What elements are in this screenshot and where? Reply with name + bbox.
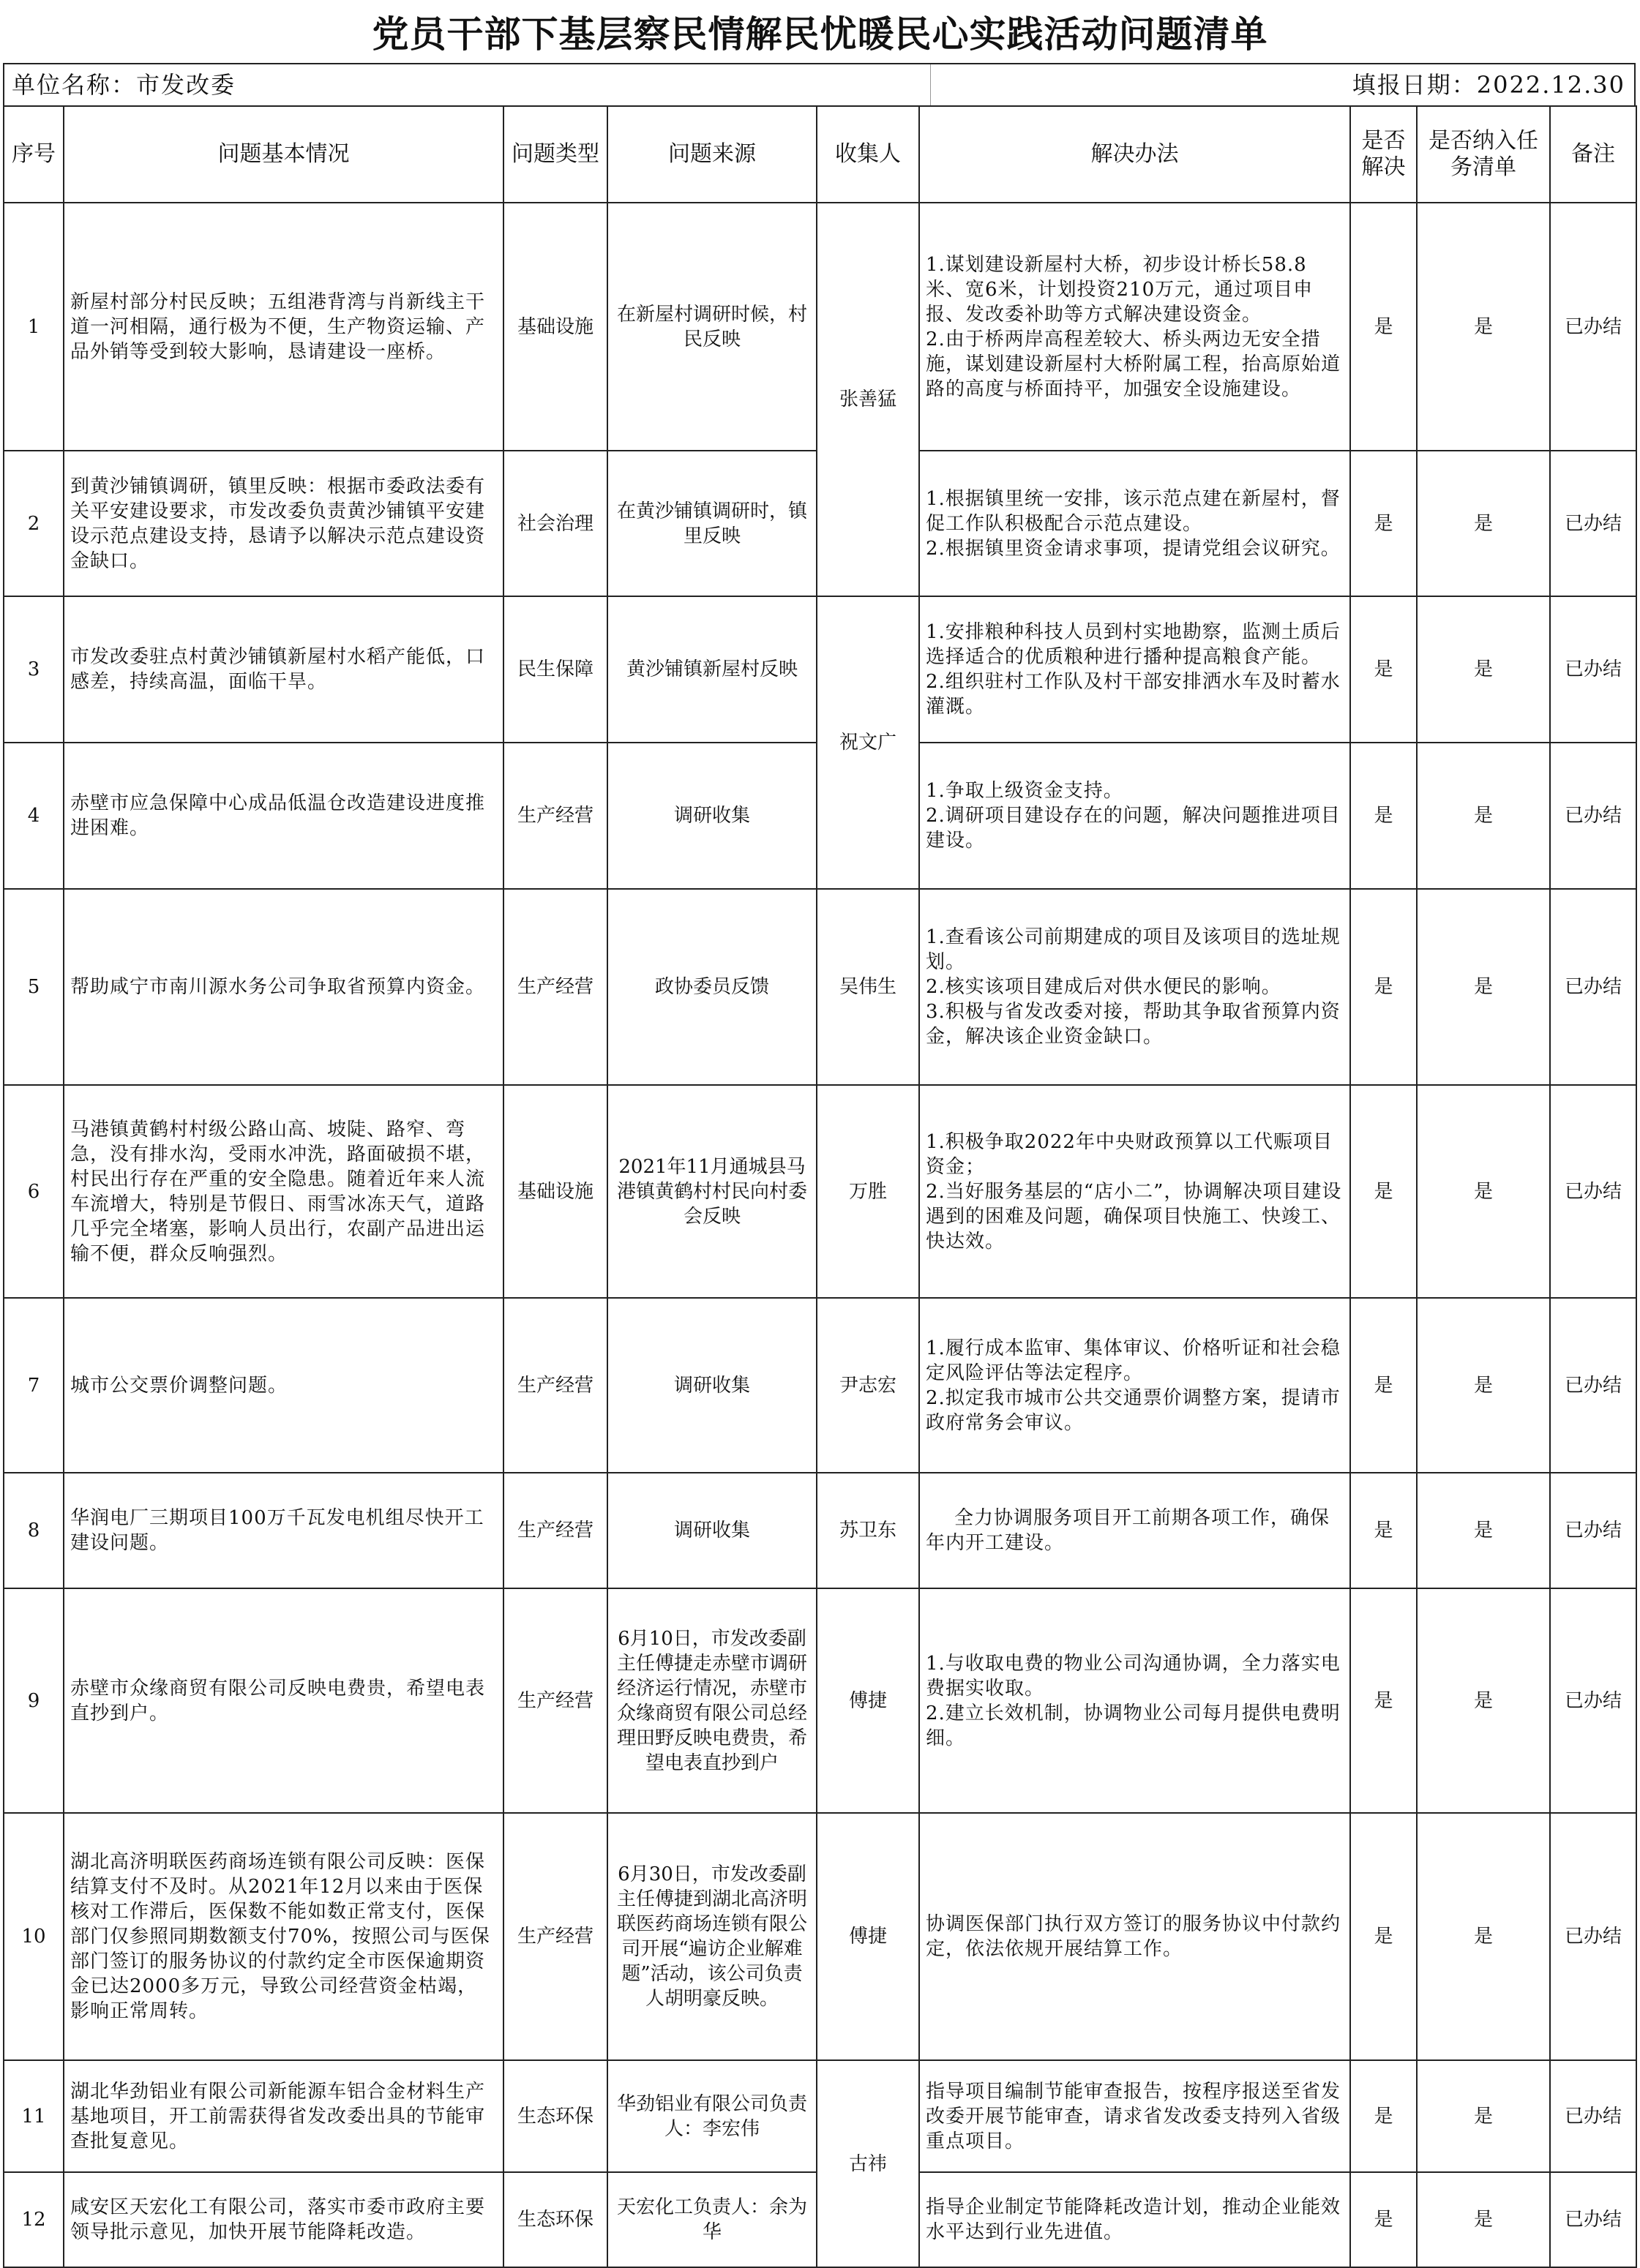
solution-line: 1.查看该公司前期建成的项目及该项目的选址规划。 [926,926,1341,973]
cell-basic: 赤壁市应急保障中心成品低温仓改造建设进度推进困难。 [64,743,503,889]
cell-collector: 傅捷 [817,1588,919,1813]
cell-collector: 张善猛 [817,203,919,596]
solution-line: 2.由于桥两岸高程差较大、桥头两边无安全措施，谋划建设新屋村大桥附属工程，抬高原始道路的高度与桥面持平，加强安全设施建设。 [926,328,1341,400]
cell-no: 11 [4,2060,64,2172]
cell-solution [919,1085,1350,1298]
cell-solution [919,451,1350,596]
cell-basic: 马港镇黄鹤村村级公路山高、坡陡、路窄、弯急，没有排水沟，受雨水冲洗，路面破损不堪，村民出行存在严重的安全隐患。随着近年来人流车流增大，特别是节假日、雨雪冰冻天气，道路几乎完全堵塞，影响人员出行，农副产品进出运输不便，群众反响强烈。 [64,1085,503,1298]
table-row [4,2060,1636,2172]
cell-resolved: 是 [1350,1085,1417,1298]
cell-in-list: 是 [1417,1298,1550,1473]
table-row [4,596,1636,743]
cell-basic: 湖北高济明联医药商场连锁有限公司反映：医保结算支付不及时。从2021年12月以来由于医保核对工作滞后，医保数不能如数正常支付，医保部门仅参照同期数额支付70%，按照公司与医保部门签订的服务协议的付款约定全市医保逾期资金已达2000多万元，导致公司经营资金枯竭，影响正常周转。 [64,1813,503,2060]
report-date: 填报日期：2022.12.30 [1352,71,1625,99]
cell-in-list: 是 [1417,1473,1550,1588]
cell-basic: 咸安区天宏化工有限公司，落实市委市政府主要领导批示意见，加快开展节能降耗改造。 [64,2172,503,2267]
cell-collector: 祝文广 [817,596,919,889]
cell-no: 5 [4,889,64,1085]
header-collector: 收集人 [817,106,919,203]
cell-resolved: 是 [1350,1473,1417,1588]
cell-no: 6 [4,1085,64,1298]
solution-line: 1.安排粮种科技人员到村实地勘察，监测土质后选择适合的优质粮种进行播种提高粮食产能。 [926,621,1341,668]
cell-resolved: 是 [1350,2060,1417,2172]
cell-remark: 已办结 [1550,451,1636,596]
solution-line: 3.积极与省发改委对接，帮助其争取省预算内资金，解决该企业资金缺口。 [926,1001,1341,1048]
header-no: 序号 [4,106,64,203]
cell-type: 生态环保 [503,2172,607,2267]
cell-type: 生产经营 [503,889,607,1085]
cell-no: 1 [4,203,64,451]
cell-resolved: 是 [1350,1588,1417,1813]
solution-line: 1.争取上级资金支持。 [926,780,1123,802]
cell-remark: 已办结 [1550,203,1636,451]
cell-remark: 已办结 [1550,1813,1636,2060]
cell-no: 8 [4,1473,64,1588]
cell-collector: 尹志宏 [817,1298,919,1473]
cell-in-list: 是 [1417,743,1550,889]
cell-collector: 古祎 [817,2060,919,2267]
header-solution: 解决办法 [919,106,1350,203]
cell-no: 10 [4,1813,64,2060]
header-resolved: 是否解决 [1350,106,1417,203]
cell-in-list: 是 [1417,1085,1550,1298]
cell-source: 调研收集 [607,1298,817,1473]
solution-line: 2.建立长效机制，协调物业公司每月提供电费明细。 [926,1702,1341,1749]
cell-resolved: 是 [1350,1813,1417,2060]
table-row [4,1298,1636,1473]
cell-basic: 新屋村部分村民反映；五组港背湾与肖新线主干道一河相隔，通行极为不便，生产物资运输、产品外销等受到较大影响，恳请建设一座桥。 [64,203,503,451]
cell-remark: 已办结 [1550,743,1636,889]
cell-source: 黄沙铺镇新屋村反映 [607,596,817,743]
table-row [4,203,1636,451]
cell-in-list: 是 [1417,1588,1550,1813]
cell-resolved: 是 [1350,596,1417,743]
cell-solution [919,1473,1350,1588]
cell-in-list: 是 [1417,1813,1550,2060]
cell-remark: 已办结 [1550,1473,1636,1588]
cell-type: 生产经营 [503,1473,607,1588]
unit-name: 单位名称：市发改委 [12,71,236,99]
cell-source: 在黄沙铺镇调研时，镇里反映 [607,451,817,596]
cell-remark: 已办结 [1550,596,1636,743]
cell-collector: 傅捷 [817,1813,919,2060]
meta-bar [3,63,1636,107]
cell-source: 6月10日，市发改委副主任傅捷走赤壁市调研经济运行情况，赤壁市众缘商贸有限公司总经理田野反映电费贵，希望电表直抄到户 [607,1588,817,1813]
cell-resolved: 是 [1350,203,1417,451]
cell-source: 天宏化工负责人：余为华 [607,2172,817,2267]
cell-source: 政协委员反馈 [607,889,817,1085]
table-row [4,1473,1636,1588]
cell-type: 生产经营 [503,1298,607,1473]
solution-line: 1.谋划建设新屋村大桥，初步设计桥长58.8米、宽6米，计划投资210万元，通过项目申报、发改委补助等方式解决建设资金。 [926,253,1314,326]
cell-basic: 城市公交票价调整问题。 [64,1298,503,1473]
page-title: 党员干部下基层察民情解民忧暖民心实践活动问题清单 [372,13,1268,56]
cell-source: 在新屋村调研时候，村民反映 [607,203,817,451]
cell-solution [919,1298,1350,1473]
table-row [4,1085,1636,1298]
solution-line: 全力协调服务项目开工前期各项工作，确保年内开工建设。 [926,1507,1330,1554]
cell-remark: 已办结 [1550,1085,1636,1298]
cell-solution [919,203,1350,451]
cell-type: 基础设施 [503,203,607,451]
cell-remark: 已办结 [1550,2172,1636,2267]
solution-line: 协调医保部门执行双方签订的服务协议中付款约定，依法依规开展结算工作。 [926,1913,1341,1960]
header-remark: 备注 [1550,106,1636,203]
cell-type: 生产经营 [503,743,607,889]
solution-line: 2.当好服务基层的“店小二”，协调解决项目建设遇到的困难及问题，确保项目快施工、快竣工、快达效。 [926,1180,1342,1253]
cell-remark: 已办结 [1550,1298,1636,1473]
cell-type: 社会治理 [503,451,607,596]
cell-no: 4 [4,743,64,889]
cell-resolved: 是 [1350,1298,1417,1473]
cell-in-list: 是 [1417,203,1550,451]
cell-collector: 吴伟生 [817,889,919,1085]
table-row [4,1813,1636,2060]
solution-line: 2.核实该项目建成后对供水便民的影响。 [926,976,1281,998]
cell-resolved: 是 [1350,743,1417,889]
cell-solution [919,743,1350,889]
solution-line: 2.调研项目建设存在的问题，解决问题推进项目建设。 [926,805,1341,852]
cell-source: 2021年11月通城县马港镇黄鹤村村民向村委会反映 [607,1085,817,1298]
cell-source: 华劲铝业有限公司负责人：李宏伟 [607,2060,817,2172]
cell-basic: 市发改委驻点村黄沙铺镇新屋村水稻产能低，口感差，持续高温，面临干旱。 [64,596,503,743]
cell-type: 生态环保 [503,2060,607,2172]
cell-basic: 到黄沙铺镇调研，镇里反映：根据市委政法委有关平安建设要求，市发改委负责黄沙铺镇平安建设示范点建设支持，恳请予以解决示范点建设资金缺口。 [64,451,503,596]
cell-solution [919,1588,1350,1813]
cell-remark: 已办结 [1550,889,1636,1085]
solution-line: 1.与收取电费的物业公司沟通协调，全力落实电费据实收取。 [926,1652,1341,1700]
cell-resolved: 是 [1350,889,1417,1085]
solution-line: 1.履行成本监审、集体审议、价格听证和社会稳定风险评估等法定程序。 [926,1337,1341,1384]
cell-in-list: 是 [1417,2172,1550,2267]
cell-basic: 帮助咸宁市南川源水务公司争取省预算内资金。 [64,889,503,1085]
solution-line: 指导项目编制节能审查报告，按程序报送至省发改委开展节能审查，请求省发改委支持列入省级重点项目。 [926,2080,1341,2152]
cell-solution [919,2060,1350,2172]
cell-remark: 已办结 [1550,1588,1636,1813]
table-row [4,889,1636,1085]
cell-solution [919,596,1350,743]
cell-no: 3 [4,596,64,743]
cell-solution [919,1813,1350,2060]
solution-line: 指导企业制定节能降耗改造计划，推动企业能效水平达到行业先进值。 [926,2196,1341,2243]
cell-basic: 湖北华劲铝业有限公司新能源车铝合金材料生产基地项目，开工前需获得省发改委出具的节能审查批复意见。 [64,2060,503,2172]
cell-in-list: 是 [1417,451,1550,596]
header-in-list: 是否纳入任务清单 [1417,106,1550,203]
cell-basic: 赤壁市众缘商贸有限公司反映电费贵，希望电表直抄到户。 [64,1588,503,1813]
cell-collector: 苏卫东 [817,1473,919,1588]
cell-type: 民生保障 [503,596,607,743]
solution-line: 1.积极争取2022年中央财政预算以工代赈项目资金； [926,1130,1333,1178]
cell-source: 调研收集 [607,743,817,889]
solution-line: 2.组织驻村工作队及村干部安排洒水车及时蓄水灌溉。 [926,671,1341,718]
cell-no: 9 [4,1588,64,1813]
cell-source: 6月30日，市发改委副主任傅捷到湖北高济明联医药商场连锁有限公司开展“遍访企业解难题”活动，该公司负责人胡明豪反映。 [607,1813,817,2060]
cell-source: 调研收集 [607,1473,817,1588]
cell-type: 基础设施 [503,1085,607,1298]
cell-no: 2 [4,451,64,596]
solution-line: 2.拟定我市城市公共交通票价调整方案，提请市政府常务会审议。 [926,1386,1341,1434]
header-row [4,106,1636,203]
table-row [4,1588,1636,1813]
solution-line: 2.根据镇里资金请求事项，提请党组会议研究。 [926,537,1341,560]
cell-resolved: 是 [1350,2172,1417,2267]
cell-no: 12 [4,2172,64,2267]
cell-basic: 华润电厂三期项目100万千瓦发电机组尽快开工建设问题。 [64,1473,503,1588]
cell-solution [919,889,1350,1085]
cell-no: 7 [4,1298,64,1473]
meta-divider [930,64,931,105]
cell-type: 生产经营 [503,1813,607,2060]
header-source: 问题来源 [607,106,817,203]
cell-resolved: 是 [1350,451,1417,596]
solution-line: 1.根据镇里统一安排，该示范点建在新屋村，督促工作队积极配合示范点建设。 [926,487,1341,535]
cell-in-list: 是 [1417,889,1550,1085]
header-basic: 问题基本情况 [64,106,503,203]
cell-in-list: 是 [1417,2060,1550,2172]
header-type: 问题类型 [503,106,607,203]
cell-type: 生产经营 [503,1588,607,1813]
cell-remark: 已办结 [1550,2060,1636,2172]
cell-in-list: 是 [1417,596,1550,743]
cell-collector: 万胜 [817,1085,919,1298]
issue-table [3,105,1637,2268]
